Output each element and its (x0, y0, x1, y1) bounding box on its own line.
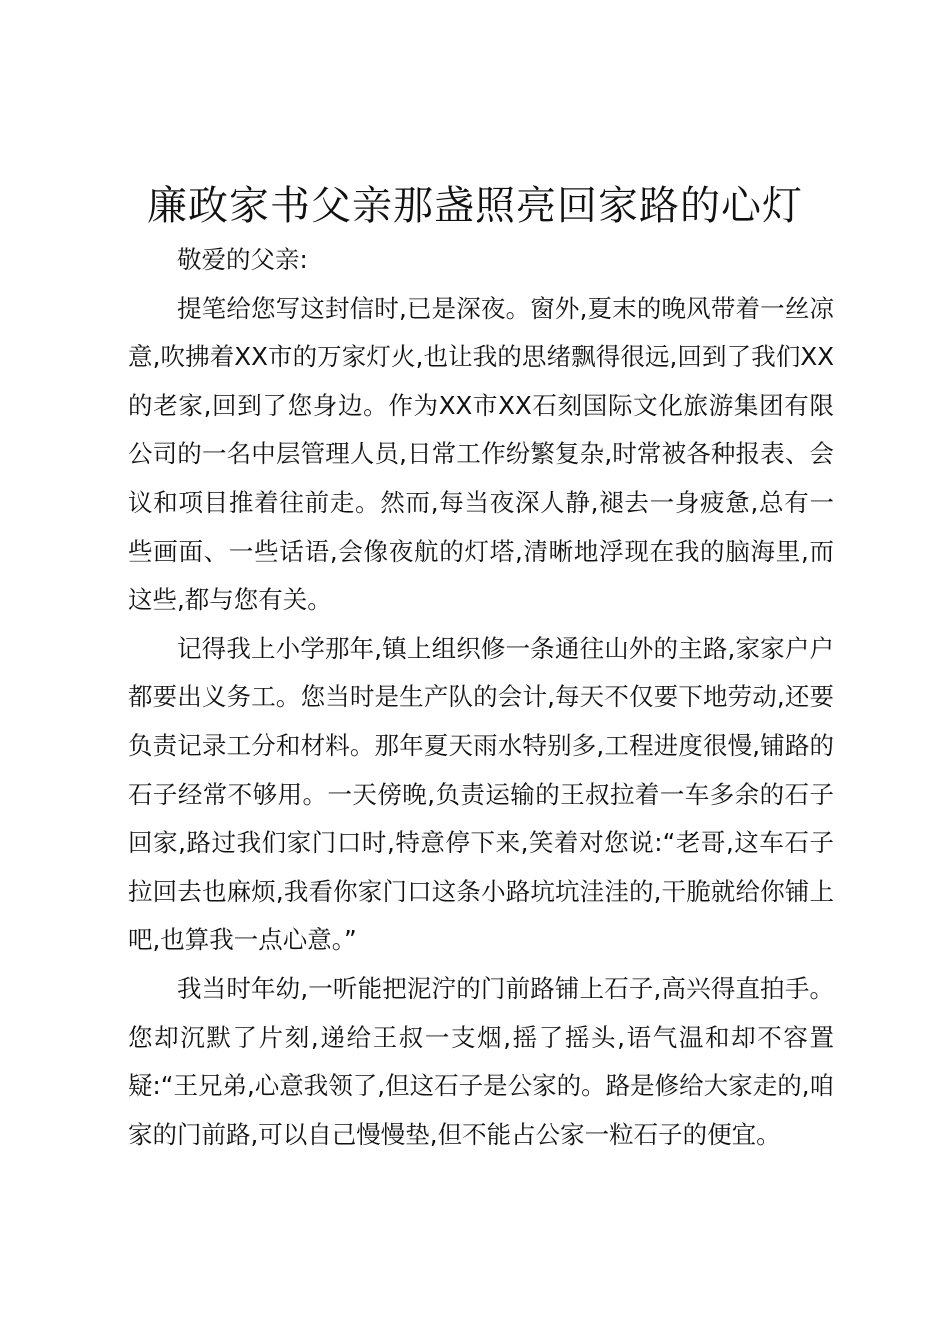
letter-body (128, 236, 834, 1159)
paragraph-1: 提笔给您写这封信时,已是深夜。窗外,夏末的晚风带着一丝凉意,吹拂着XX市的万家灯火,也让我的思绪飘得很远,回到了我们XX的老家,回到了您身边。作为XX市XX石刻国际文化旅游集团有限公司的一名中层管理人员,日常工作纷繁复杂,时常被各种报表、会议和项目推着往前走。然而,每当夜深人静,褪去一身疲惫,总有一些画面、一些话语,会像夜航的灯塔,清晰地浮现在我的脑海里,而这些,都与您有关。 (128, 293, 834, 615)
document-title: 廉政家书父亲那盏照亮回家路的心灯 (147, 183, 803, 229)
paragraph-2: 记得我上小学那年,镇上组织修一条通往山外的主路,家家户户都要出义务工。您当时是生产队的会计,每天不仅要下地劳动,还要负责记录工分和材料。那年夏天雨水特别多,工程进度很慢,铺路的石子经常不够用。一天傍晚,负责运输的王叔拉着一车多余的石子回家,路过我们家门口时,特意停下来,笑着对您说:“老哥,这车石子拉回去也麻烦,我看你家门口这条小路坑坑洼洼的,干脆就给你铺上吧,也算我一点心意。” (128, 633, 834, 955)
salutation: 敬爱的父亲: (177, 245, 308, 274)
paragraph-3: 我当时年幼,一听能把泥泞的门前路铺上石子,高兴得直拍手。您却沉默了片刻,递给王叔一支烟,摇了摇头,语气温和却不容置疑:“王兄弟,心意我领了,但这石子是公家的。路是修给大家走的,咱家的门前路,可以自己慢慢垫,但不能占公家一粒石子的便宜。 (128, 973, 834, 1149)
